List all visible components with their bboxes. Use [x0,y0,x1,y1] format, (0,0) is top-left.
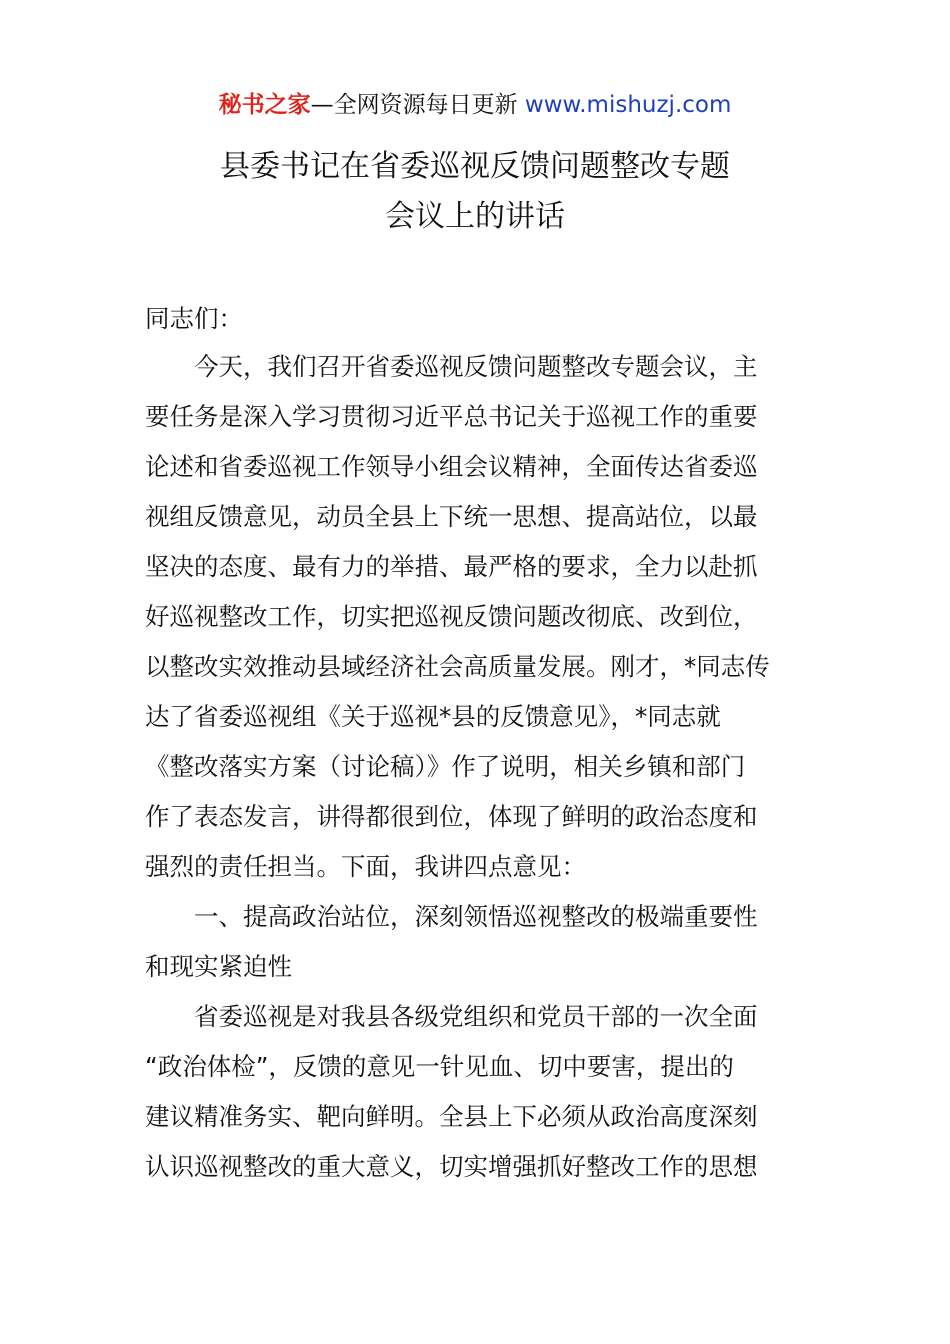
paragraph-line: 坚决的态度、最有力的举措、最严格的要求，全力以赴抓 [145,552,758,581]
paragraph-line: 今天，我们召开省委巡视反馈问题整改专题会议，主 [194,352,758,381]
document-title-line-2: 会议上的讲话 [385,199,565,234]
paragraph-line: 作了表态发言，讲得都很到位，体现了鲜明的政治态度和 [145,802,758,831]
paragraph-line: 达了省委巡视组《关于巡视*县的反馈意见》，*同志就 [145,702,721,731]
site-header [0,88,950,122]
paragraph-line: 要任务是深入学习贯彻习近平总书记关于巡视工作的重要 [145,402,758,431]
paragraph-line: 省委巡视是对我县各级党组织和党员干部的一次全面 [194,1002,758,1031]
brand-name: 秘书之家 [218,92,311,118]
paragraph-line: 强烈的责任担当。下面，我讲四点意见： [145,852,586,881]
paragraph-line: 论述和省委巡视工作领导小组会议精神，全面传达省委巡 [145,452,758,481]
salutation: 同志们： [145,304,243,333]
paragraph-line: “政治体检”，反馈的意见一针见血、切中要害，提出的 [145,1052,734,1081]
document-title-line-1: 县委书记在省委巡视反馈问题整改专题 [220,149,730,184]
site-url-link[interactable]: www.mishuzj.com [524,92,732,118]
section-heading-1: 一、提高政治站位，深刻领悟巡视整改的极端重要性 [194,902,758,931]
section-heading-1-continued: 和现实紧迫性 [145,952,292,981]
paragraph-line: 好巡视整改工作，切实把巡视反馈问题改彻底、改到位， [145,602,758,631]
paragraph-line: 视组反馈意见，动员全县上下统一思想、提高站位，以最 [145,502,758,531]
paragraph-line: 建议精准务实、靶向鲜明。全县上下必须从政治高度深刻 [145,1102,758,1131]
paragraph-line: 《整改落实方案（讨论稿）》作了说明，相关乡镇和部门 [145,752,746,781]
paragraph-line: 以整改实效推动县域经济社会高质量发展。刚才，*同志传 [145,652,770,681]
paragraph-line: 认识巡视整改的重大意义，切实增强抓好整改工作的思想 [145,1152,758,1181]
header-tagline: —全网资源每日更新 [310,92,518,118]
